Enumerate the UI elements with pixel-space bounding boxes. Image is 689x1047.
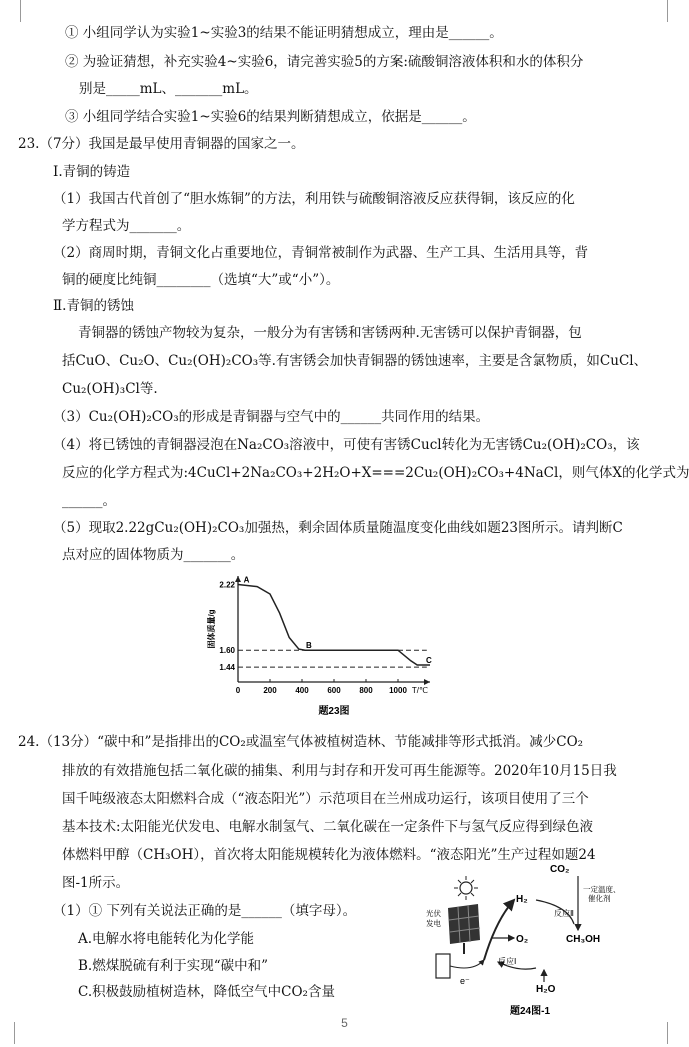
q23-part5: （5）现取2.22gCu₂(OH)₂CO₃加强热，剩余固体质量随温度变化曲线如题23图所示。请判断C: [53, 520, 623, 536]
crop-mark-tl: [20, 0, 21, 22]
o2-label: O₂: [516, 934, 529, 945]
h2-label: H₂: [516, 894, 528, 905]
q23-part2-cont: 铜的硬度比纯铜________（选填“大”或“小”）。: [62, 272, 340, 288]
q24-passage-6: 图-1所示。: [62, 875, 130, 891]
point-label-b: B: [306, 641, 312, 651]
q22-sub2: ② 为验证猜想，补充实验4~实验6，请完善实验5的方案:硫酸铜溶液体积和水的体积分: [65, 54, 584, 70]
y-tick-label: 2.22: [219, 580, 235, 590]
q24-passage-3: 国千吨级液态太阳燃料合成（“液态阳光”）示范项目在兰州成功运行，该项目使用了三个: [62, 791, 589, 807]
q23-passage-2: 括CuO、Cu₂O、Cu₂(OH)₂CO₃等.有害锈会加快青铜器的锈蚀速率，主要是含氯物质，如CuCl、: [62, 353, 648, 369]
figure-23-chart: [200, 570, 450, 718]
q23-part3: （3）Cu₂(OH)₂CO₃的形成是青铜器与空气中的______共同作用的结果。: [53, 409, 490, 425]
reaction1-label: 反应Ⅰ: [498, 957, 517, 966]
q23-section2: Ⅱ.青铜的锈蚀: [53, 298, 134, 314]
q22-sub2-cont: 别是_____mL、_______mL。: [79, 81, 258, 97]
q24-option-c: C.积极鼓励植树造林，降低空气中CO₂含量: [78, 984, 335, 1000]
q22-sub3: ③ 小组同学结合实验1~实验6的结果判断猜想成立，依据是______。: [65, 109, 476, 125]
electron-label: e⁻: [460, 976, 470, 986]
q23-title: 23.（7分）我国是最早使用青铜器的国家之一。: [18, 136, 305, 152]
co2-label: CO₂: [550, 864, 570, 875]
q22-sub1: ① 小组同学认为实验1~实验3的结果不能证明猜想成立，理由是______。: [65, 25, 503, 41]
q23-part2: （2）商周时期，青铜文化占重要地位，青铜常被制作为武器、生产工具、生活用具等，背: [53, 245, 589, 261]
y-tick-label: 1.44: [219, 663, 235, 673]
q23-part1: （1）我国古代首创了“胆水炼铜”的方法，利用铁与硫酸铜溶液反应获得铜，该反应的化: [53, 191, 575, 207]
q23-passage-1: 青铜器的锈蚀产物较为复杂，一般分为有害锈和害锈两种.无害锈可以保护青铜器，包: [78, 325, 582, 341]
y-tick-label: 1.60: [219, 646, 235, 656]
crop-mark-tr: [667, 0, 668, 22]
y-axis-arrow: [235, 576, 241, 582]
x-tick-label: 600: [327, 686, 341, 695]
x-tick-label: 800: [359, 686, 373, 695]
q23-part4-cont: 反应的化学方程式为:4CuCl+2Na₂CO₃+2H₂O+X===2Cu₂(OH)₂CO₃+4NaCl，则气体X的化学式为: [62, 465, 689, 481]
x-tick-label: 1000: [389, 686, 407, 695]
figure-24-diagram: [418, 860, 628, 1020]
x-tick-label: 400: [295, 686, 309, 695]
q23-section1: I.青铜的铸造: [53, 164, 131, 180]
page-number: 5: [341, 1016, 348, 1030]
q23-passage-3: Cu₂(OH)₃Cl等.: [62, 381, 158, 397]
q23-part4-blank: ______。: [62, 493, 116, 509]
q24-option-b: B.燃煤脱硫有利于实现“碳中和”: [78, 958, 269, 974]
figure-24-caption: 题24图-1: [510, 1006, 551, 1017]
q24-title: 24.（13分）“碳中和”是指排出的CO₂或温室气体被植树造林、节能减排等形式抵消。减少CO₂: [18, 734, 584, 750]
q24-passage-5: 体燃料甲醇（CH₃OH），首次将太阳能规模转化为液体燃料。“液态阳光”生产过程如题24: [62, 847, 596, 863]
point-label-c: C: [426, 656, 432, 666]
q24-option-a: A.电解水将电能转化为化学能: [78, 931, 255, 947]
q23-part5-cont: 点对应的固体物质为_______。: [62, 547, 245, 563]
reaction2-label: 反应Ⅱ: [554, 909, 574, 918]
h2o-label: H₂O: [536, 984, 556, 995]
solar-panel-icon: [448, 904, 480, 954]
x-tick-label: 0: [235, 686, 241, 695]
x-axis-arrow: [424, 679, 430, 685]
pv-label-2: 发电: [426, 919, 441, 928]
sun-icon: [454, 876, 478, 900]
condition-label-1: 一定温度、: [583, 885, 621, 894]
x-tick-label: 200: [263, 686, 277, 695]
pv-label-1: 光伏: [426, 909, 441, 918]
q24-part1: （1）① 下列有关说法正确的是______（填字母）。: [53, 903, 357, 919]
battery-icon: [436, 954, 450, 978]
chart-caption: 题23图: [318, 706, 350, 717]
q24-passage-2: 排放的有效措施包括二氧化碳的捕集、利用与封存和开发可再生能源等。2020年10月15日我: [62, 763, 617, 779]
condition-label-2: 催化剂: [588, 894, 611, 903]
q24-passage-4: 基本技术:太阳能光伏发电、电解水制氢气、二氧化碳在一定条件下与氢气反应得到绿色液: [62, 819, 594, 835]
point-label-a: A: [243, 575, 250, 585]
q23-part1-cont: 学方程式为_______。: [62, 218, 191, 234]
mass-curve: [238, 585, 430, 666]
x-axis-label: T/℃: [411, 686, 428, 695]
ch3oh-label: CH₃OH: [566, 934, 601, 945]
q23-part4: （4）将已锈蚀的青铜器浸泡在Na₂CO₃溶液中，可使有害锈Cucl转化为无害锈Cu₂(OH)₂CO₃，该: [53, 437, 640, 453]
y-axis-label: 固体质量/g: [207, 609, 216, 649]
